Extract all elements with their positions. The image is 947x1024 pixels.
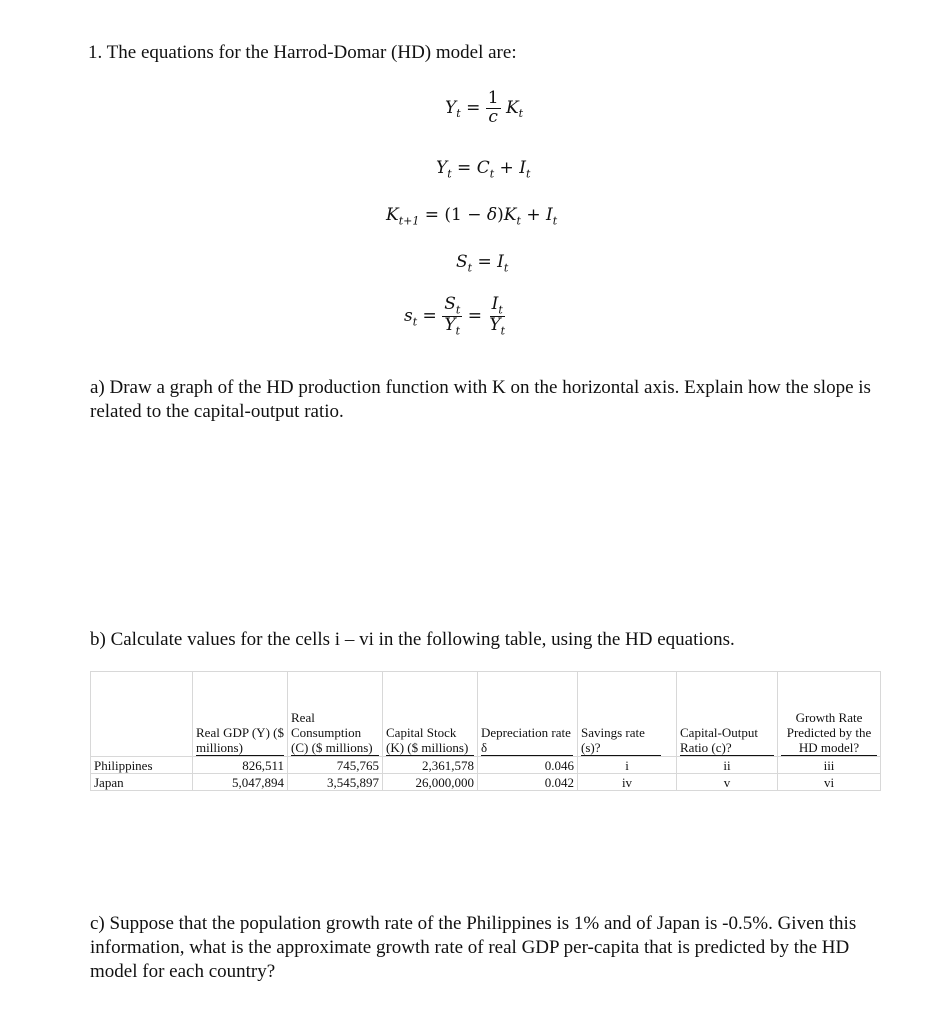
header-consumption: Real Consumption (C) ($ millions) (288, 672, 383, 757)
equation-production-function: $Y_t$ = $\frac{1}{c}$ $K_t$ (445, 88, 524, 127)
table-row (91, 757, 881, 774)
question-intro: The equations for the Harrod-Domar (HD) model are: (106, 42, 517, 63)
header-growth-rate: Growth Rate Predicted by the HD model? (778, 672, 881, 757)
cell-savings: i (578, 757, 677, 774)
question-number: 1. (88, 42, 103, 63)
cell-country: Philippines (91, 757, 193, 774)
cell-country: Japan (91, 774, 193, 791)
header-real-gdp: Real GDP (Y) ($ millions) (193, 672, 288, 757)
header-savings-rate: Savings rate (s)? (578, 672, 677, 757)
cell-growth: vi (778, 774, 881, 791)
table-row (91, 774, 881, 791)
cell-depreciation: 0.046 (478, 757, 578, 774)
header-blank (91, 672, 193, 757)
question-title (88, 42, 517, 64)
equation-savings-rate: $s_t$ = $\frac{S_t}{Y_t}$ = $\frac{I_t}{Y_t}$ (404, 294, 506, 338)
cell-growth: iii (778, 757, 881, 774)
part-c-prompt: c) Suppose that the population growth rate of the Philippines is 1% and of Japan is -0.5%. Given this information, what is the approximate growth rate of real GDP per-capita that is predicted by the HD model for each country? (90, 913, 857, 982)
cell-gdp: 5,047,894 (193, 774, 288, 791)
data-table (90, 671, 881, 791)
header-capital-stock: Capital Stock (K) ($ millions) (383, 672, 478, 757)
cell-depreciation: 0.042 (478, 774, 578, 791)
cell-consumption: 3,545,897 (288, 774, 383, 791)
cell-capital: 26,000,000 (383, 774, 478, 791)
header-capital-output: Capital-Output Ratio (c)? (677, 672, 778, 757)
part-b-prompt: b) Calculate values for the cells i – vi in the following table, using the HD equations. (90, 629, 735, 650)
cell-cap-output: ii (677, 757, 778, 774)
cell-consumption: 745,765 (288, 757, 383, 774)
cell-capital: 2,361,578 (383, 757, 478, 774)
part-a-prompt: a) Draw a graph of the HD production function with K on the horizontal axis. Explain how the slope is related to the capital-output ratio. (90, 377, 871, 422)
equation-capital-accumulation: $K_{t+1} = (1 - \delta)K_t + I_t$ (386, 205, 558, 228)
table-header-row (91, 672, 881, 757)
equation-savings-investment: $S_t = I_t$ (456, 252, 509, 275)
cell-savings: iv (578, 774, 677, 791)
equation-income-identity: $Y_t = C_t + I_t$ (436, 158, 531, 181)
cell-cap-output: v (677, 774, 778, 791)
header-depreciation: Depreciation rate δ (478, 672, 578, 757)
cell-gdp: 826,511 (193, 757, 288, 774)
